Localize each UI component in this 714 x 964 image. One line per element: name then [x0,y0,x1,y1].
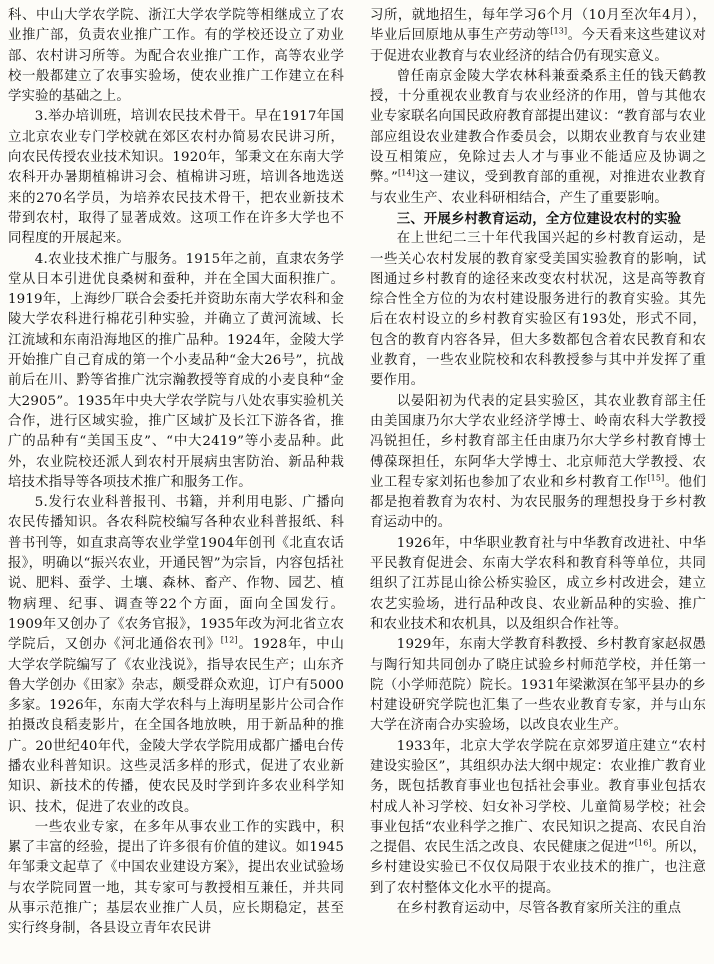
column-divider [356,4,357,960]
citation-marker: [16] [634,838,652,848]
paragraph-text: 曾任南京金陵大学农林科兼蚕桑系主任的钱天鹤教授，十分重视农业教育与农业经济的作用，曾与其他农业专家联名向国民政府教育部提出建议：“教育部与农业部应组设农业建教合作委员会，以期农业教育与农业建设互相策应，免除过去人才与事业不能适应及协调之弊。” [370,68,706,186]
citation-marker: [14] [398,168,416,178]
paragraph-agri-extension-departments: 科、中山大学农学院、浙江大学农学院等相继成立了农业推广部，负责农业推广工作。有的学校还设立了劝业部、农村讲习所等。为配合农业推广工作，高等农业学校一般都建立了农事实验场，使农业推广工作建立在科学实验的基础之上。 [8,8,344,105]
paragraph-text: 习所，就地招生，每年学习6个月（10月至次年4月），毕业后回原地从事生产劳动等 [370,8,706,44]
paragraph-peking-university-experiment [370,737,706,899]
paragraph-xugongqiao-experiment: 1926年，中华职业教育社与中华教育改进社、中华平民教育促进会、东南大学农科和教育科等单位，共同组织了江苏昆山徐公桥实验区，成立乡村改进会，建立农艺实验场，进行品种改良、农业新品种的实验、推广和农业技术和农机具，以及组织合作社等。 [370,535,706,632]
paragraph-text: 这一建议，受到教育部的重视，对推进农业教育与农业生产、农业科研相结合，产生了重要影响。 [370,170,706,206]
paragraph-closing: 在乡村教育运动中，尽管各教育家所关注的重点 [396,901,682,917]
citation-marker: [13] [550,26,568,36]
paragraph-youth-farmer-schools [370,6,706,67]
paragraph-text: 。所以，乡村建设实验已不仅仅局限于农业技术的推广，也注意到了农村整体文化水平的提高。 [370,840,706,896]
left-column [8,6,344,940]
paragraph-text: 。1928年，中山大学农学院编写了《农业浅说》，指导农民生产；山东齐鲁大学创办《田家》杂志，颇受群众欢迎，订户有5000多家。1926年，东南大学农科与上海明星影片公司合作拍摄改良稻麦影片，在全国各地放映，用于新品种的推广。20世纪40年代，金陵大学农学院用成都广播电台传播农业科普知识。这些灵活多样的形式，促进了农业新知识、新技术的传播，使农民及时学到许多农业科学知识、技术，促进了农业的改良。 [8,637,344,815]
paragraph-qian-tianhe [370,67,706,209]
paragraph-rural-education-movement: 在上世纪二三十年代我国兴起的乡村教育运动，是一些关心农村发展的教育家受美国实验教育的影响，试图通过乡村教育的途径来改变农村状况，这是高等教育综合性全方位的为农村建设服务进行的教育实验。其先后在农村设立的乡村教育实验区有193处，形式不同，包含的教育内容各异，但大多数都包含着农民教育和农业教育，一些农业院校和农科教授参与其中并发挥了重要作用。 [370,231,706,389]
paragraph-text: 1933年，北京大学农学院在京郊罗道庄建立“农村建设实验区”，其组织办法大纲中规定：农业推广教育业务，既包括教育事业也包括社会事业。教育事业包括农村成人补习学校、妇女补习学校、儿童简易学校；社会事业包括“农业科学之推广、农民知识之提高、农民自治之提倡、农民生活之改良、农民健康之促进” [370,738,706,856]
paragraph-technology-extension: 4.农业技术推广与服务。1915年之前，直隶农务学堂从日本引进优良桑树和蚕种，并在全国大面积推广。1919年，上海纱厂联合会委托并资助东南大学农科和金陵大学农科进行棉花引种实验，并确立了黄河流域、长江流域和东南沿海地区的推广品种。1924年，金陵大学开始推广自己育成的第一个小麦品种“金大26号”，抗战前后在川、黔等省推广沈宗瀚教授等育成的小麦良种“金大2905”。1935年中央大学农学院与八处农事实验机关合作，进行区域实验，推广区域扩及长江下游各省，推广的品种有“美国玉皮”、“中大2419”等小麦品种。此外，农业院校还派人到农村开展病虫害防治、新品种栽培技术指导等各项技术推广和服务工作。 [8,251,344,490]
paragraph-xiaozhuang-school: 1929年，东南大学教育科教授、乡村教育家赵叔愚与陶行知共同创办了晓庄试验乡村师范学校，并任第一院（小学师范院）院长。1931年梁漱溟在邹平县办的乡村建设研究学院也汇集了一些农业教育专家，并与山东大学在济南合办实验场，以改良农业生产。 [370,637,706,734]
paragraph-text: 。他们都是抱着教育为农村、为农民服务的理想投身于乡村教育运动中的。 [370,474,707,531]
paragraph-training-classes: 3.举办培训班，培训农民技术骨干。早在1917年国立北京农业专门学校就在郊区农村办简易农民讲习所，向农民传授农业技术知识。1920年，邹秉文在东南大学农科开办暑期植棉讲习会、植棉讲习班，培训各地选送来的270名学员，为培养农民技术骨干，把农业新技术带到农村，取得了显著成效。这项工作在许多大学也不同程度的开展起来。 [8,109,344,247]
paragraph-popular-science-publications [8,493,344,818]
paragraph-dingxian-experiment [370,392,706,534]
citation-marker: [15] [647,473,665,483]
citation-marker: [12] [220,635,238,645]
right-column [370,6,706,919]
paragraph-text: 5.发行农业科普报刊、书籍，并利用电影、广播向农民传播知识。各农科院校编写各种农业科普报纸、科普书刊等，如直隶高等农业学堂1904年创刊《北直农话报》，明确以“振兴农业，开通民智”为宗旨，内容包括社说、肥料、蚕学、土壤、森林、畜产、作物、园艺、植物病理、纪事、调查等22个方面，面向全国发行。1909年又创办了《农务官报》，1935年改为河北省立农学院后，又创办《河北通俗农刊》 [8,495,344,653]
paragraph-text: 以晏阳初为代表的定县实验区，其农业教育部主任由美国康乃尔大学农业经济学博士、岭南农科大学教授冯锐担任，乡村教育部主任由康乃尔大学乡村教育博士傅葆琛担任，东阿华大学博士、北京师范大学教授、农业工程专家刘拓也参加了农业和乡村教育工作 [370,393,706,490]
paragraph-text: 。今天看来这些建议对于促进农业教育与农业经济的结合仍有现实意义。 [370,28,707,64]
section-heading: 三、开展乡村教育运动，全方位建设农村的实验 [396,210,682,227]
paragraph-expert-suggestions: 一些农业专家，在多年从事农业工作的实践中，积累了丰富的经验，提出了许多很有价值的建议。如1945年邹秉文起草了《中国农业建设方案》，提出农业试验场与农学院同置一地，其专家可与教授相互兼任，并共同从事示范推广；基层农业推广人员，应长期稳定，甚至实行终身制，各县设立青年农民讲 [8,819,344,937]
